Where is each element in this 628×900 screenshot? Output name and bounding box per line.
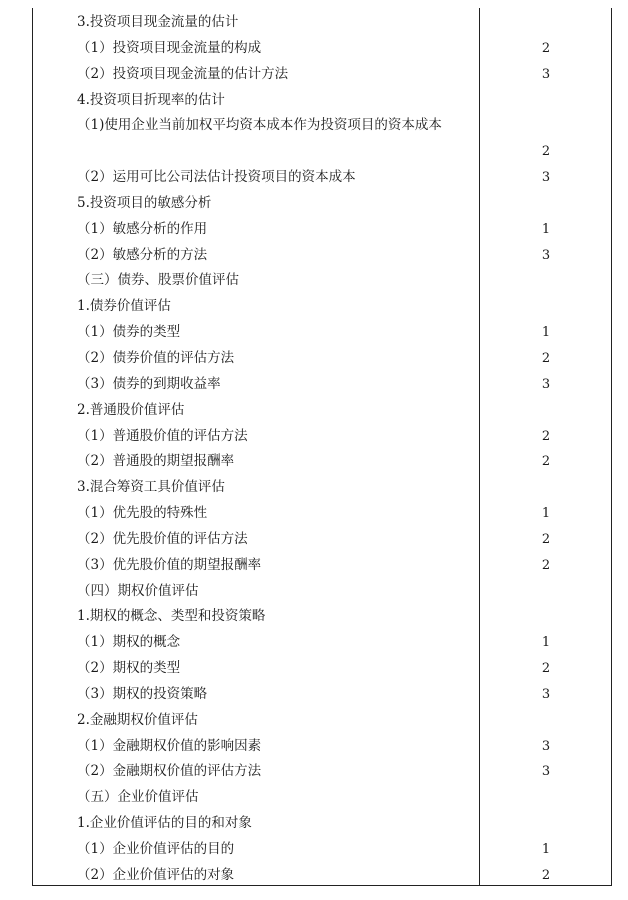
row-level: 2: [541, 350, 551, 366]
row-text: （3）期权的投资策略: [77, 685, 208, 702]
row-text: （1)使用企业当前加权平均资本成本作为投资项目的资本成本: [77, 117, 442, 134]
row-level: 3: [541, 686, 551, 702]
row-text: （1）敏感分析的作用: [77, 220, 208, 237]
table-row: [33, 553, 611, 579]
row-level: 1: [541, 842, 551, 857]
table-row: [33, 243, 611, 269]
table-row: [33, 372, 611, 398]
row-level: 2: [541, 454, 551, 470]
table-row: [33, 785, 611, 811]
table-row: [33, 294, 611, 320]
row-text: （三）债券、股票价值评估: [77, 272, 239, 289]
row-text: （1）企业价值评估的目的: [77, 841, 235, 857]
table-row: [33, 604, 611, 630]
table-row: [33, 682, 611, 708]
row-text: （1）普通股价值的评估方法: [77, 427, 248, 444]
row-text: （2）金融期权价值的评估方法: [77, 763, 262, 780]
row-level: 2: [541, 40, 551, 56]
row-level: 3: [541, 764, 551, 780]
table-row: [33, 837, 611, 863]
row-text: （3）债券的到期收益率: [77, 375, 221, 392]
table-row: [33, 656, 611, 682]
row-text: 2.普通股价值评估: [77, 401, 185, 418]
row-text: （2）债券价值的评估方法: [77, 349, 235, 366]
row-level: 2: [541, 144, 551, 160]
row-text: 3.投资项目现金流量的估计: [77, 14, 239, 30]
row-level: 1: [541, 221, 551, 237]
table-row: [33, 708, 611, 734]
row-level: 1: [541, 506, 551, 522]
row-text: （1）金融期权价值的影响因素: [77, 737, 262, 754]
row-level: 3: [541, 170, 551, 186]
table-row: [33, 811, 611, 837]
table-row: [33, 165, 611, 191]
row-text: 2.金融期权价值评估: [77, 711, 198, 728]
row-level: 2: [541, 557, 551, 573]
row-level: 1: [541, 325, 551, 341]
row-level: 2: [541, 531, 551, 547]
table-row: [33, 398, 611, 424]
table-row: [33, 630, 611, 656]
row-level: 2: [541, 867, 551, 883]
row-text: （3）优先股价值的期望报酬率: [77, 556, 262, 573]
table-row: [33, 475, 611, 501]
row-text: （2）投资项目现金流量的估计方法: [77, 65, 289, 82]
table-row: [33, 191, 611, 217]
table-row: [33, 759, 611, 785]
row-text: （1）债券的类型: [77, 324, 181, 341]
row-text: 3.混合筹资工具价值评估: [77, 479, 225, 496]
table-row: [33, 346, 611, 372]
row-level: 2: [541, 661, 551, 677]
row-text: （1）期权的概念: [77, 634, 181, 651]
row-text: （四）期权价值评估: [77, 582, 199, 599]
row-level: 3: [541, 376, 551, 392]
row-level: 3: [541, 247, 551, 263]
row-text: （2）期权的类型: [77, 660, 181, 677]
table-row: [33, 36, 611, 62]
table-rows: [33, 10, 611, 889]
row-text: 1.期权的概念、类型和投资策略: [77, 608, 266, 625]
row-level: 2: [541, 428, 551, 444]
table-row: [33, 424, 611, 450]
row-text: （2）敏感分析的方法: [77, 246, 208, 263]
row-text: （五）企业价值评估: [77, 789, 199, 806]
table-row: [33, 62, 611, 88]
row-level: 3: [541, 66, 551, 82]
syllabus-table: [32, 8, 612, 886]
row-text: （1）投资项目现金流量的构成: [77, 39, 262, 56]
table-row: [33, 10, 611, 36]
table-row: [33, 217, 611, 243]
row-text: （2）普通股的期望报酬率: [77, 453, 235, 470]
row-text: 5.投资项目的敏感分析: [77, 194, 212, 211]
table-row: [33, 501, 611, 527]
row-text: （2）企业价值评估的对象: [77, 866, 235, 883]
row-text: 1.企业价值评估的目的和对象: [77, 815, 252, 832]
table-row: [33, 320, 611, 346]
table-row: [33, 527, 611, 553]
table-row: [33, 734, 611, 760]
row-text: （1）优先股的特殊性: [77, 505, 208, 522]
row-text: （2）优先股价值的评估方法: [77, 530, 248, 547]
table-row: [33, 113, 611, 165]
row-text: 1.债券价值评估: [77, 298, 171, 315]
table-row: [33, 863, 611, 889]
row-level: 1: [541, 635, 551, 651]
table-row: [33, 579, 611, 605]
row-level: 3: [541, 738, 551, 754]
table-row: [33, 88, 611, 114]
row-text: （2）运用可比公司法估计投资项目的资本成本: [77, 169, 356, 186]
table-row: [33, 268, 611, 294]
table-row: [33, 449, 611, 475]
row-text: 4.投资项目折现率的估计: [77, 91, 225, 108]
